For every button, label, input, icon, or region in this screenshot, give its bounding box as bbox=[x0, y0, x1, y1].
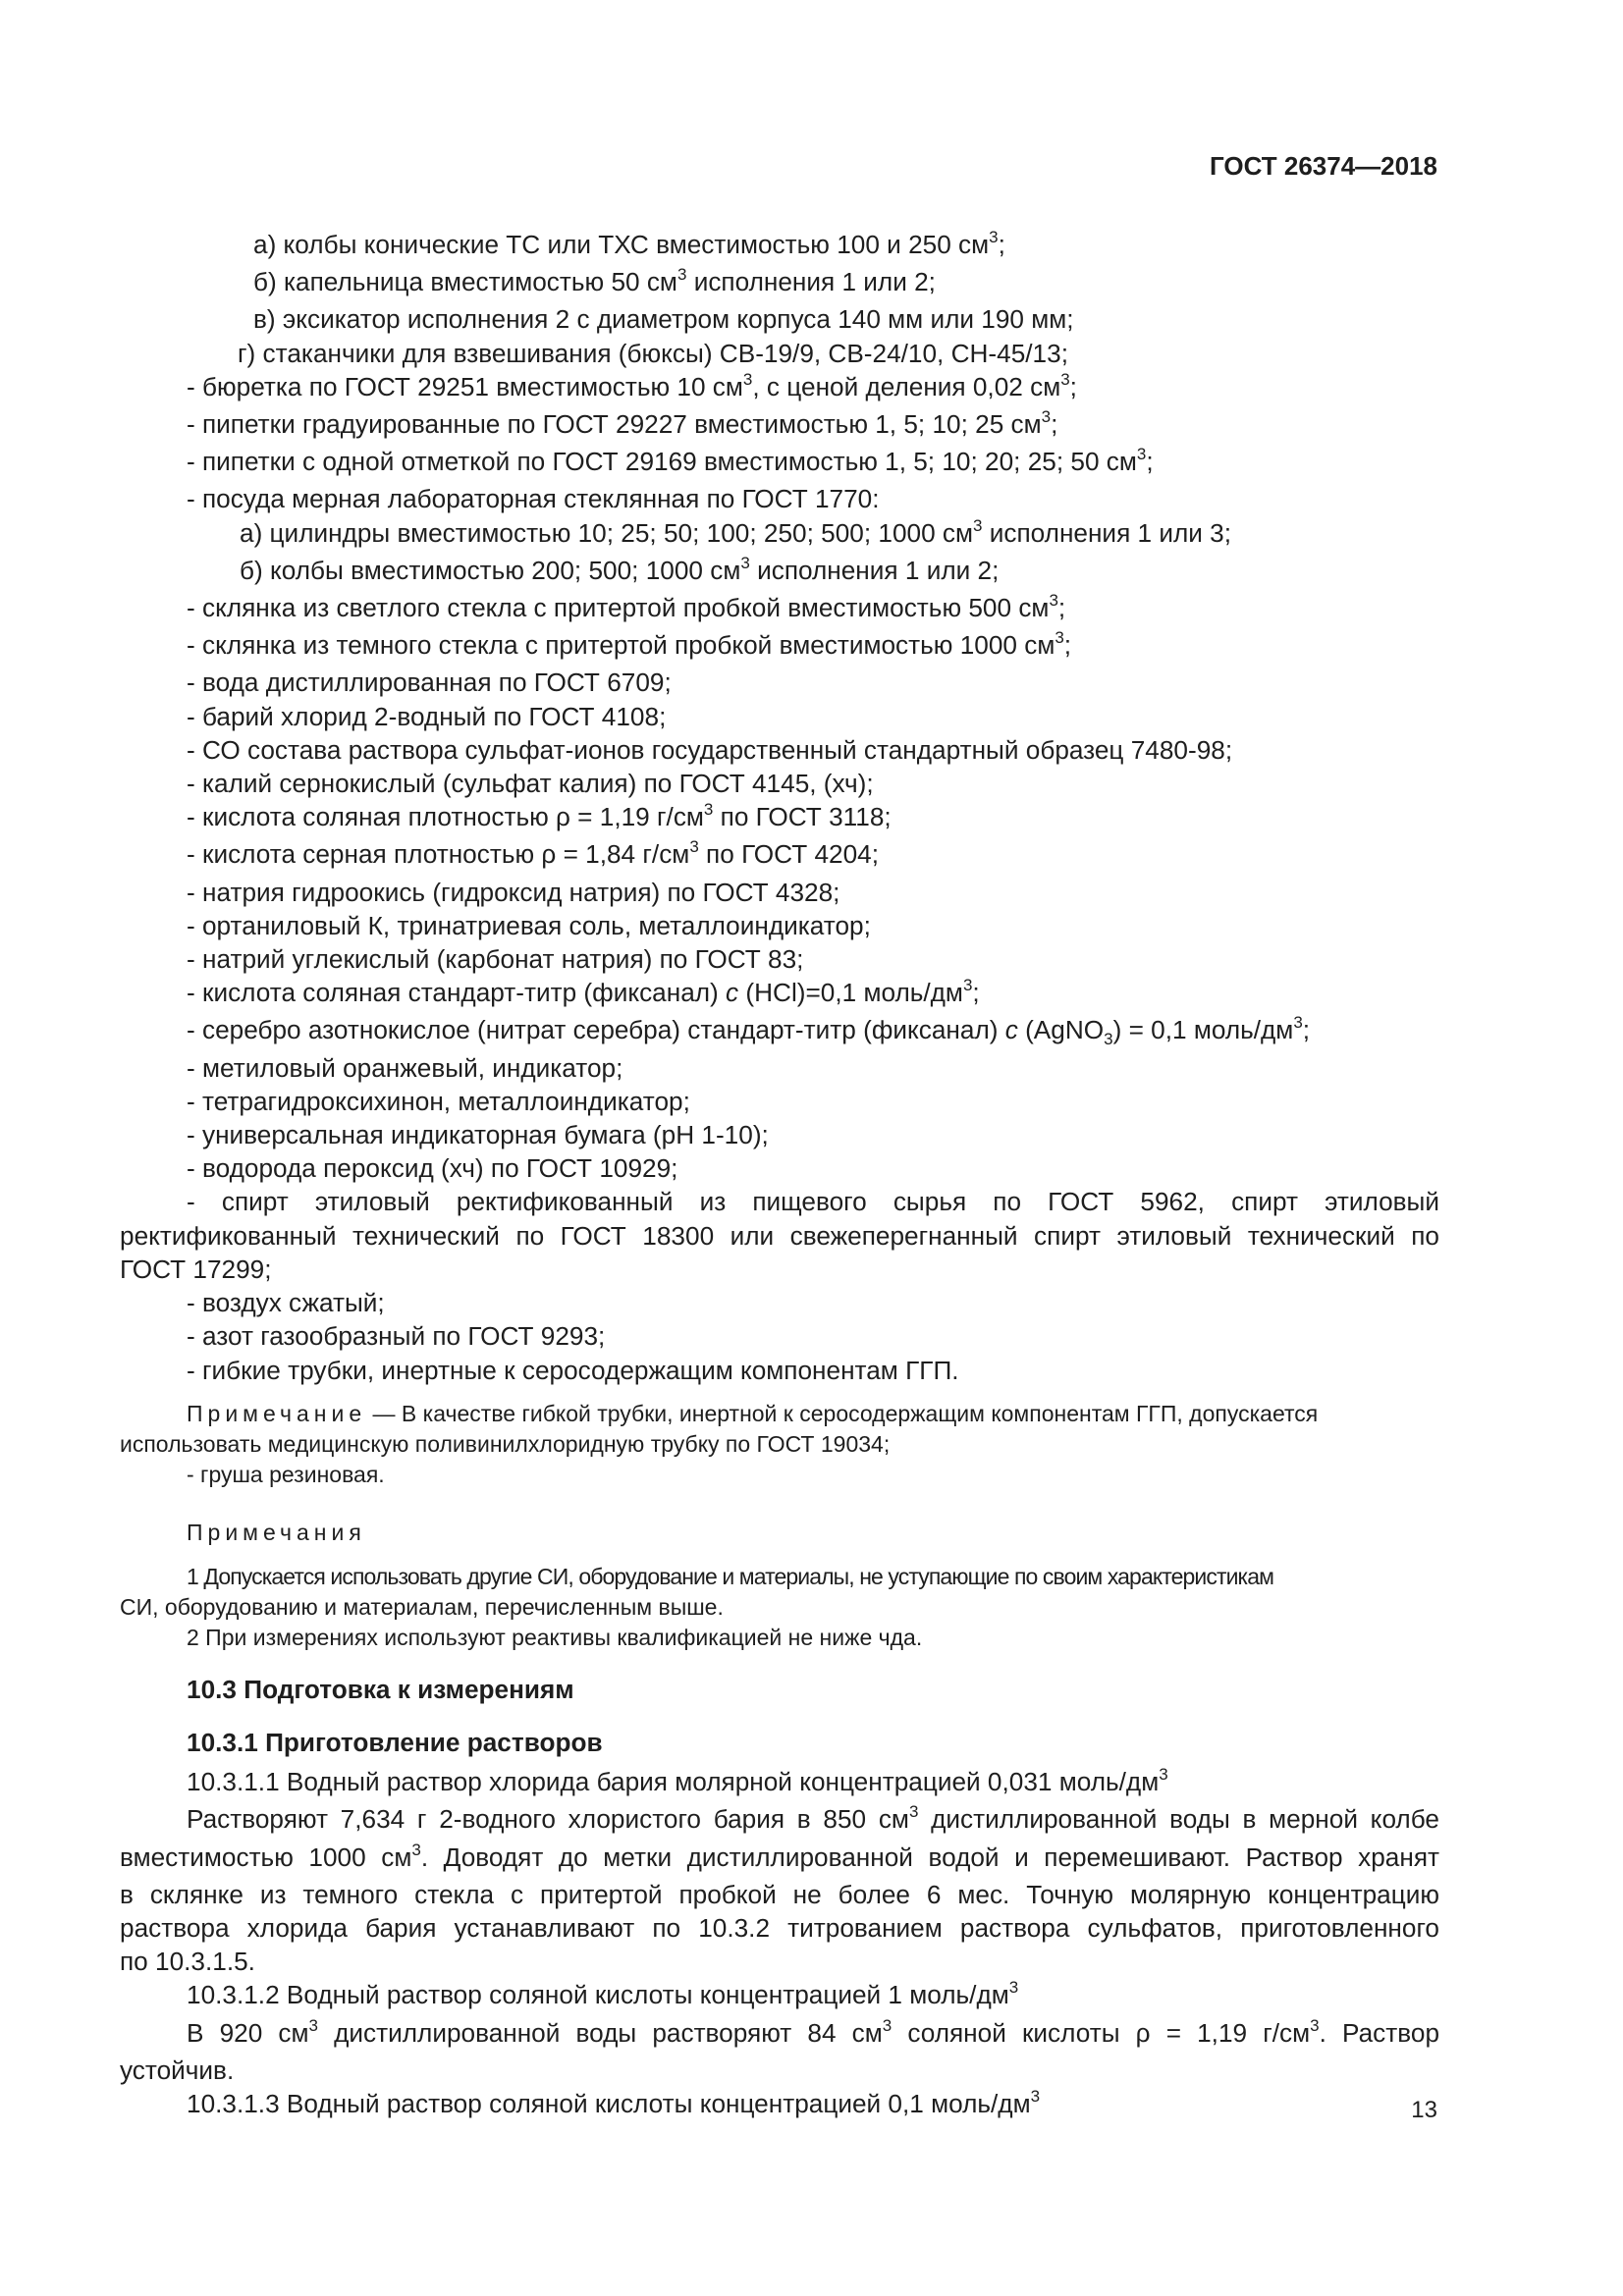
list-item: - барий хлорид 2-водный по ГОСТ 4108; bbox=[187, 701, 667, 731]
list-item: - СО состава раствора сульфат-ионов государственный стандартный образец 7480-98; bbox=[187, 734, 1233, 765]
list-item: - ортаниловый К, тринатриевая соль, металлоиндикатор; bbox=[187, 910, 871, 940]
list-item: - вода дистиллированная по ГОСТ 6709; bbox=[187, 667, 672, 698]
section-heading: 10.3 Подготовка к измерениям bbox=[187, 1674, 574, 1704]
list-item: г) стаканчики для взвешивания (бюксы) СВ-19/9, СВ-24/10, СН-45/13; bbox=[238, 338, 1068, 368]
paragraph-line: раствора хлорида бария устанавливают по 10.3.2 титрованием раствора сульфатов, приготовленного bbox=[120, 1912, 1439, 1943]
list-item: - натрий углекислый (карбонат натрия) по ГОСТ 83; bbox=[187, 944, 804, 975]
list-item: - тетрагидроксихинон, металлоиндикатор; bbox=[187, 1086, 690, 1116]
list-item: - метиловый оранжевый, индикатор; bbox=[187, 1052, 623, 1083]
list-item: - пипетки градуированные по ГОСТ 29227 вместимостью 1, 5; 10; 25 $см^3$; bbox=[187, 407, 1058, 440]
document-id-header: ГОСТ 26374—2018 bbox=[1210, 151, 1437, 181]
note-line: Примечание — В качестве гибкой трубки, инертной к серосодержащим компонентам ГГП, допускается bbox=[187, 1400, 1319, 1426]
notes-label: Примечания bbox=[187, 1519, 366, 1545]
list-item-continuation: ГОСТ 17299; bbox=[120, 1254, 272, 1284]
page-number: 13 bbox=[1411, 2097, 1437, 2123]
list-item: - пипетки с одной отметкой по ГОСТ 29169 вместимостью 1, 5; 10; 20; 25; 50 $см^3$; bbox=[187, 445, 1154, 477]
list-item: - кислота серная плотностью ρ = 1,84 $г/см^3$ по ГОСТ 4204; bbox=[187, 837, 880, 870]
list-item: - бюретка по ГОСТ 29251 вместимостью 10 $см^3$, с ценой деления 0,02 $см^3$; bbox=[187, 369, 1077, 401]
paragraph-line: по 10.3.1.5. bbox=[120, 1947, 255, 1977]
list-item: - серебро азотнокислое (нитрат серебра) стандарт-титр (фиксанал) c (AgNO$_3$) = 0,1 моль/$дм^3$; bbox=[187, 1013, 1311, 1049]
paragraph-line: в склянке из темного стекла с притертой пробкой не более 6 мес. Точную молярную концентрацию bbox=[120, 1879, 1439, 1909]
note-line: 2 При измерениях используют реактивы квалификацией не ниже чда. bbox=[187, 1624, 923, 1650]
note-line: СИ, оборудованию и материалам, перечисленным выше. bbox=[120, 1593, 724, 1620]
paragraph-line: вместимостью 1000 $см^3$. Доводят до метки дистиллированной водой и перемешивают. Раствор хранят bbox=[120, 1840, 1439, 1872]
list-item: - азот газообразный по ГОСТ 9293; bbox=[187, 1321, 606, 1352]
list-item: - кислота соляная плотностью ρ = 1,19 $г/см^3$ по ГОСТ 3118; bbox=[187, 800, 892, 832]
paragraph-line: устойчив. bbox=[120, 2055, 235, 2085]
list-item-continuation: ректификованный технический по ГОСТ 18300 или свежеперегнанный спирт этиловый технический по bbox=[120, 1220, 1439, 1251]
paragraph-line: Растворяют 7,634 г 2-водного хлористого бария в 850 $см^3$ дистиллированной воды в мерной колбе bbox=[187, 1802, 1439, 1835]
list-item: - кислота соляная стандарт-титр (фиксанал) c (HCl)=0,1 моль/$дм^3$; bbox=[187, 976, 980, 1008]
subsection-heading: 10.3.1 Приготовление растворов bbox=[187, 1727, 603, 1757]
list-item: - воздух сжатый; bbox=[187, 1288, 385, 1318]
list-item: - спирт этиловый ректификованный из пищевого сырья по ГОСТ 5962, спирт этиловый bbox=[187, 1187, 1439, 1217]
list-item: в) эксикатор исполнения 2 с диаметром корпуса 140 мм или 190 мм; bbox=[253, 304, 1074, 335]
note-line: 1 Допускается использовать другие СИ, оборудование и материалы, не уступающие по своим характеристикам bbox=[187, 1563, 1274, 1589]
paragraph-title: 10.3.1.1 Водный раствор хлорида бария молярной концентрацией 0,031 моль/$дм^3$ bbox=[187, 1765, 1168, 1797]
list-item: - гибкие трубки, инертные к серосодержащим компонентам ГГП. bbox=[187, 1355, 959, 1385]
list-item: - посуда мерная лабораторная стеклянная по ГОСТ 1770: bbox=[187, 484, 880, 514]
list-item: - водорода пероксид (хч) по ГОСТ 10929; bbox=[187, 1153, 678, 1184]
paragraph-title: 10.3.1.2 Водный раствор соляной кислоты концентрацией 1 моль/$дм^3$ bbox=[187, 1978, 1019, 2010]
list-item: б) капельница вместимостью 50 $см^3$ исполнения 1 или 2; bbox=[253, 265, 936, 297]
note-line: использовать медицинскую поливинилхлоридную трубку по ГОСТ 19034; bbox=[120, 1430, 891, 1457]
list-item: а) колбы конические ТС или ТХС вместимостью 100 и 250 $см^3$; bbox=[253, 228, 1005, 259]
list-item: - склянка из светлого стекла с притертой пробкой вместимостью 500 $см^3$; bbox=[187, 591, 1066, 623]
list-item: - склянка из темного стекла с притертой пробкой вместимостью 1000 $см^3$; bbox=[187, 628, 1072, 661]
paragraph-line: В 920 $см^3$ дистиллированной воды растворяют 84 $см^3$ соляной кислоты ρ = 1,19 $г/см^3$. Раствор bbox=[187, 2015, 1440, 2048]
note-label: Примечание bbox=[187, 1400, 367, 1426]
paragraph-title: 10.3.1.3 Водный раствор соляной кислоты концентрацией 0,1 моль/$дм^3$ bbox=[187, 2086, 1041, 2118]
note-line: - груша резиновая. bbox=[187, 1461, 385, 1487]
list-item: - натрия гидроокись (гидроксид натрия) по ГОСТ 4328; bbox=[187, 877, 840, 907]
list-item: б) колбы вместимостью 200; 500; 1000 $см^3$ исполнения 1 или 2; bbox=[240, 553, 1000, 585]
document-body bbox=[120, 228, 1439, 2124]
list-item: - калий сернокислый (сульфат калия) по ГОСТ 4145, (хч); bbox=[187, 769, 874, 799]
list-item: - универсальная индикаторная бумага (pH 1-10); bbox=[187, 1120, 769, 1150]
list-item: а) цилиндры вместимостью 10; 25; 50; 100; 250; 500; 1000 $см^3$ исполнения 1 или 3; bbox=[240, 515, 1232, 548]
